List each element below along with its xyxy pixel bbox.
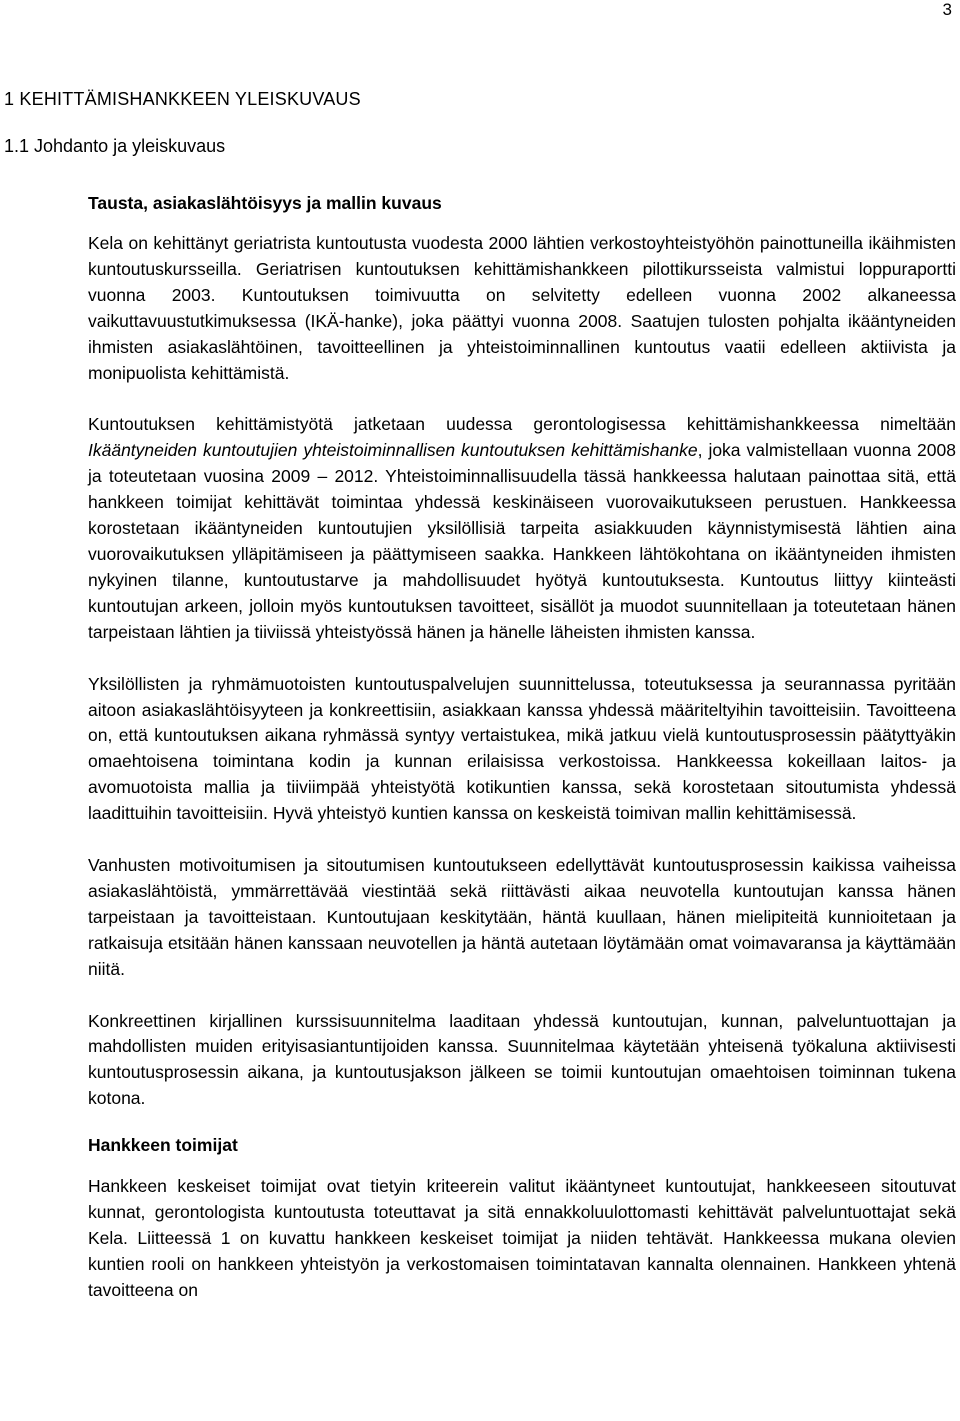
paragraph-1: Kela on kehittänyt geriatrista kuntoutusta vuodesta 2000 lähtien verkostoyhteistyöhön painottuneilla ikäihmisten kuntoutuskursseilla. Geriatrisen kuntoutuksen kehittämishankkeen pilottikursseista valmistui loppuraportti vuonna 2003. Kuntoutuksen toimivuutta on selvitetty edelleen vuonna 2002 alkaneessa vaikuttavuustutkimuksessa (IKÄ-hanke), joka päättyi vuonna 2008. Saatujen tulosten pohjalta ikääntyneiden ihmisten asiakaslähtöinen, tavoitteellinen ja yhteistoiminnallinen kuntoutus vaatii edelleen aktiivista ja monipuolista kehittämistä. <box>88 233 956 383</box>
page-number: 3 <box>942 0 952 19</box>
document-body <box>88 190 956 1304</box>
paragraph-2 <box>88 412 956 645</box>
paragraph-5: Konkreettinen kirjallinen kurssisuunnitelma laaditaan yhdessä kuntoutujan, kunnan, palveluntuottajan ja mahdollisten muiden erityisasiantuntijoiden kanssa. Suunnitelmaa käytetään yhteisenä työkaluna aktiivisesti kuntoutusprosessin aikana, ja kuntoutusjakson jälkeen se toimii kuntoutujan omaehtoisen toiminnan tukena kotona. <box>88 1010 956 1109</box>
paragraph-4: Vanhusten motivoitumisen ja sitoutumisen kuntoutukseen edellyttävät kuntoutusprosessin kaikissa vaiheissa asiakaslähtöistä, ymmärrettävää viestintää sekä riittävästi aikaa neuvotella kuntoutujan kanssa hänen tarpeistaan ja tavoitteistaan. Kuntoutujaan keskitytään, häntä kuullaan, hänen mielipiteitä kunnioitetaan ja ratkaisuja etsitään hänen kanssaan neuvotellen ja häntä autetaan löytämään omat voimavaransa ja käyttämään niitä. <box>88 855 956 979</box>
paragraph-6: Hankkeen keskeiset toimijat ovat tietyin kriteerein valitut ikääntyneet kuntoutujat, hankkeeseen sitoutuvat kunnat, gerontologista kuntoutusta toteuttavat ja sitä ennakkoluulottomasti kehittävät palveluntuottajat sekä Kela. Liitteessä 1 on kuvattu hankkeen keskeiset toimijat ja niiden tehtävät. Hankkeessa mukana olevien kuntien rooli on hankkeen yhteistyön ja verkostomaisen toimintatavan kannalta olennainen. Hankkeen yhtenä tavoitteena on <box>88 1176 956 1300</box>
chapter-heading: 1 KEHITTÄMISHANKKEEN YLEISKUVAUS <box>4 89 361 109</box>
subheading-actors: Hankkeen toimijat <box>88 1135 238 1156</box>
paragraph-2-rest: , joka valmistellaan vuonna 2008 ja toteutetaan vuosina 2009 – 2012. Yhteistoiminnallisuudella tässä hankkeessa halutaan painottaa sitä, että hankkeen toimijat kehittävät toimintaa yhdessä keskinäiseen vuorovaikutukseen perustuen. Hankkeessa korostetaan ikääntyneiden kuntoutujien yksilöllisiä tarpeita asiakkuuden käynnistymisestä lähtien aina vuorovaikutuksen ylläpitämiseen ja päättymiseen saakka. Hankkeen lähtökohtana on ikääntyneiden ihmisten nykyinen tilanne, kuntoutustarve ja mahdollisuudet hyötyä kuntoutuksesta. Kuntoutus liittyy kiinteästi kuntoutujan arkeen, jolloin myös kuntoutuksen tavoitteet, sisällöt ja muodot suunnitellaan ja toteutetaan hänen tarpeistaan lähtien ja tiiviissä yhteistyössä hänen ja hänelle läheisten ihmisten kanssa. <box>88 440 956 642</box>
paragraph-2-intro: Kuntoutuksen kehittämistyötä jatketaan uudessa gerontologisessa kehittämishankkeessa nimeltään <box>88 414 956 435</box>
subheading-background: Tausta, asiakaslähtöisyys ja mallin kuvaus <box>88 193 442 213</box>
paragraph-3: Yksilöllisten ja ryhmämuotoisten kuntoutuspalvelujen suunnittelussa, toteutuksessa ja seurannassa pyritään aitoon asiakaslähtöisyyteen ja konkreettisiin, asiakkaan kanssa yhdessä määriteltyihin tavoitteisiin. Tavoitteena on, että kuntoutuksen aikana ryhmässä syntyy vertaistukea, mikä jatkuu vielä kuntoutusprosessin päätyttyäkin omaehtoisena toimintana kodin ja kunnan erilaisissa verkostoissa. Hankkeessa kokeillaan laitos- ja avomuotoista mallia ja tiiviimpää yhteistyötä kotikuntien kanssa, sekä korostetaan sitoutumista yhdessä laadittuihin tavoitteisiin. Hyvä yhteistyö kuntien kanssa on keskeistä toimivan mallin kehittämisessä. <box>88 673 956 824</box>
project-name: Ikääntyneiden kuntoutujien yhteistoiminnallisen kuntoutuksen kehittämishanke <box>88 440 698 461</box>
section-heading: 1.1 Johdanto ja yleiskuvaus <box>4 136 226 156</box>
